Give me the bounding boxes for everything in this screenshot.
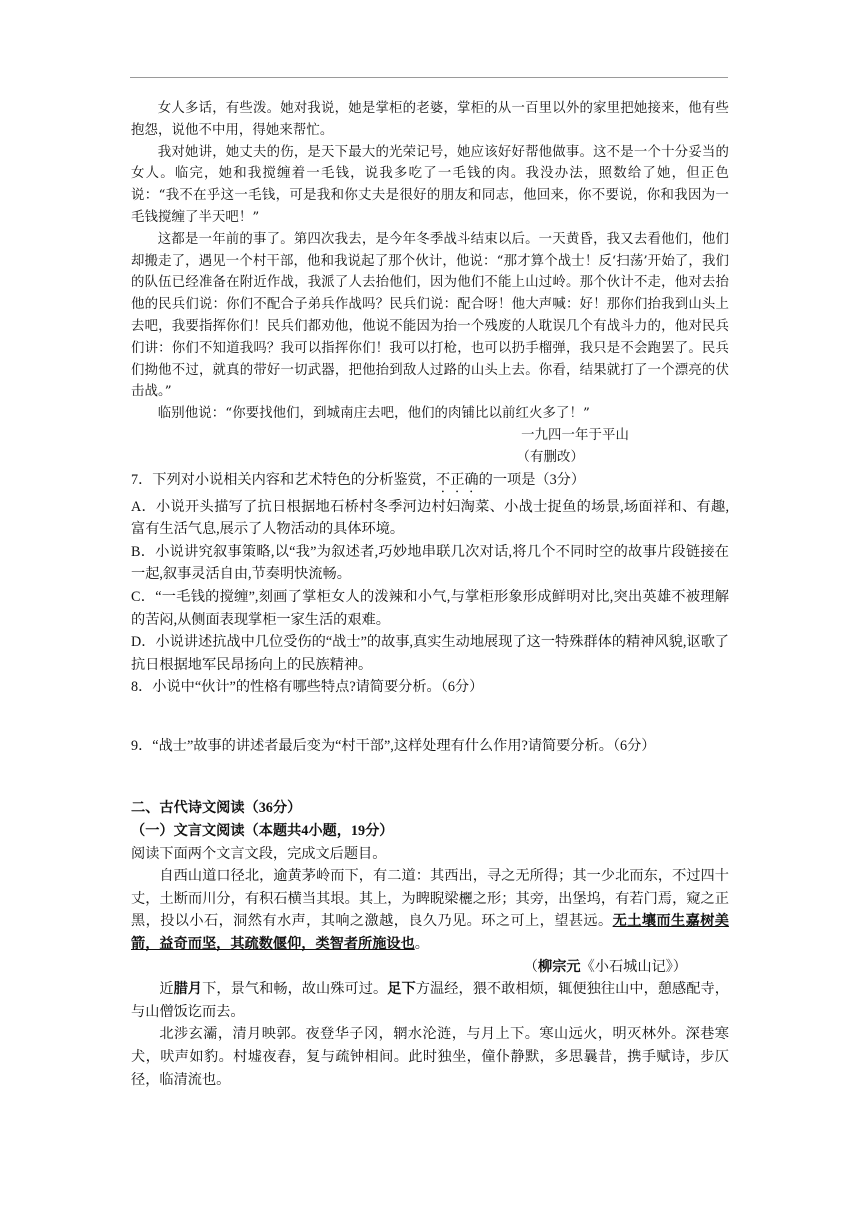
passage-2-paragraph-2: 北涉玄灞，清月映郭。夜登华子冈，辋水沦涟，与月上下。寒山远火，明灭林外。深巷寒犬，吠声如豹。村墟夜舂，复与疏钟相间。此时独坐，僮仆静默，多思曩昔，携手赋诗，步仄径，临清流也。 — [131, 1026, 729, 1088]
exam-page — [131, 98, 729, 1091]
story-paragraph-4: 临别他说：“你要找他们，到城南庄去吧，他们的肉铺比以前红火多了！” — [157, 406, 590, 422]
option-d: D．小说讲述抗战中几位受伤的“战士”的故事,真实生动地展现了这一特殊群体的精神风貌,讴歌了抗日根据地军民昂扬向上的民族精神。 — [131, 634, 729, 673]
passage-2-text-c: 下，景气和畅，故山殊可过。 — [202, 981, 388, 998]
passage-1-end: 。 — [414, 936, 429, 953]
question-7-tail: 的一项是（3分） — [478, 471, 586, 488]
story-paragraph-1: 女人多话，有些泼。她对我说，她是掌柜的老婆，掌柜的从一百里以外的家里把她接来，他有些抱怨，说他不中用，得她来帮忙。 — [131, 101, 729, 138]
story-excerpt — [131, 98, 729, 469]
passage-1-underlined: 无土壤而生嘉树美箭，益奇而坚，其疏数偃仰，类智者所施设也 — [131, 913, 729, 953]
edit-note: （有删改） — [516, 449, 584, 465]
question-7-emphasis: 不正确 — [436, 471, 479, 488]
date-line: 一九四一年于平山 — [521, 427, 629, 443]
passage-2-bold-term-2: 足下 — [387, 981, 416, 998]
passage-1-source: （柳宗元《小石城山记》） — [523, 958, 687, 975]
header-rule — [130, 77, 728, 78]
story-paragraph-2: 我对她讲，她丈夫的伤，是天下最大的光荣记号，她应该好好帮他做事。这不是一个十分妥当的女人。临完，她和我搅缠着一毛钱，说我多吃了一毛钱的肉。我没办法，照数给了她，但正色说：“我不在乎这一毛钱，可是我和你丈夫是很好的朋友和同志，他回来，你不要说，你和我因为一毛钱搅缠了半天吧！” — [131, 144, 729, 225]
passage-2-text-a: 近 — [159, 981, 174, 998]
passage-1 — [131, 865, 729, 955]
section-instruction: 阅读下面两个文言文段，完成文后题目。 — [131, 845, 387, 862]
question-9: 9．“战士”故事的讲述者最后变为“村干部”,这样处理有什么作用?请简要分析。（6分） — [131, 737, 656, 754]
question-8: 8．小说中“伙计”的性格有哪些特点?请简要分析。（6分） — [131, 679, 484, 696]
option-a: A．小说开头描写了抗日根据地石桥村冬季河边村妇淘菜、小战士捉鱼的场景,场面祥和、有趣,富有生活气息,展示了人物活动的具体环境。 — [131, 498, 729, 538]
option-b: B．小说讲究叙事策略,以“我”为叙述者,巧妙地串联几次对话,将几个不同时空的故事片段链接在一起,叙事灵活自由,节奏明快流畅。 — [131, 543, 729, 583]
answer-space-9 — [131, 757, 729, 797]
question-7 — [131, 469, 729, 496]
section-subheading: （一）文言文阅读（本题共4小题，19分） — [131, 823, 394, 840]
story-paragraph-3: 这都是一年前的事了。第四次我去，是今年冬季战斗结束以后。一天黄昏，我又去看他们，他们却搬走了，遇见一个村干部，他和我说起了那个伙计，他说：“那才算个战士！反‘扫荡’开始了，我们的队伍已经准备在附近作战，我派了人去抬他们，因为他们不能上山过岭。那个伙计不走，他对去抬他的民兵们说：你们不配合子弟兵作战吗？民兵们说：配合呀！他大声喊：好！那你们抬我到山头上去吧，我要指挥你们！民兵们都劝他，他说不能因为抬一个残废的人耽误几个有战斗力的，他对民兵们讲：你们不知道我吗？我可以指挥你们！我可以打枪，也可以扔手榴弹，我只是不会跑罢了。民兵们拗他不过，就真的带好一切武器，把他抬到敌人过路的山头上去。你看，结果就打了一个漂亮的伏击战。” — [131, 231, 729, 400]
source-author: 柳宗元 — [538, 958, 581, 975]
section-2 — [131, 797, 729, 1091]
passage-1-text: 自西山道口径北，逾黄茅岭而下，有二道：其西出，寻之无所得；其一少北而东，不过四十丈，土断而川分，有积石横当其垠。其上，为睥睨梁欐之形；其旁，出堡坞，有若门焉，窥之正黑，投以小石，洞然有水声，其响之激越，良久乃见。环之可上，望甚远。 — [131, 868, 729, 930]
question-7-lead: 7．下列对小说相关内容和艺术特色的分析鉴赏， — [131, 471, 437, 488]
passage-2-paragraph-1 — [131, 978, 729, 1023]
passage-2-bold-term-1: 腊月 — [173, 981, 203, 998]
questions — [131, 469, 729, 798]
option-c: C．“一毛钱的搅缠”,刻画了掌柜女人的泼辣和小气,与掌柜形象形成鲜明对比,突出英雄不被理解的苦闷,从侧面表现掌柜一家生活的艰难。 — [131, 588, 729, 628]
source-title: 《小石城山记》 — [580, 958, 673, 975]
section-heading: 二、古代诗文阅读（36分） — [131, 800, 302, 817]
answer-space-8 — [131, 699, 729, 735]
passage-2-text-e: 方温经，猥不敢相烦，辄便独往山中，憩感配寺，与山僧饭讫而去。 — [131, 981, 729, 1020]
